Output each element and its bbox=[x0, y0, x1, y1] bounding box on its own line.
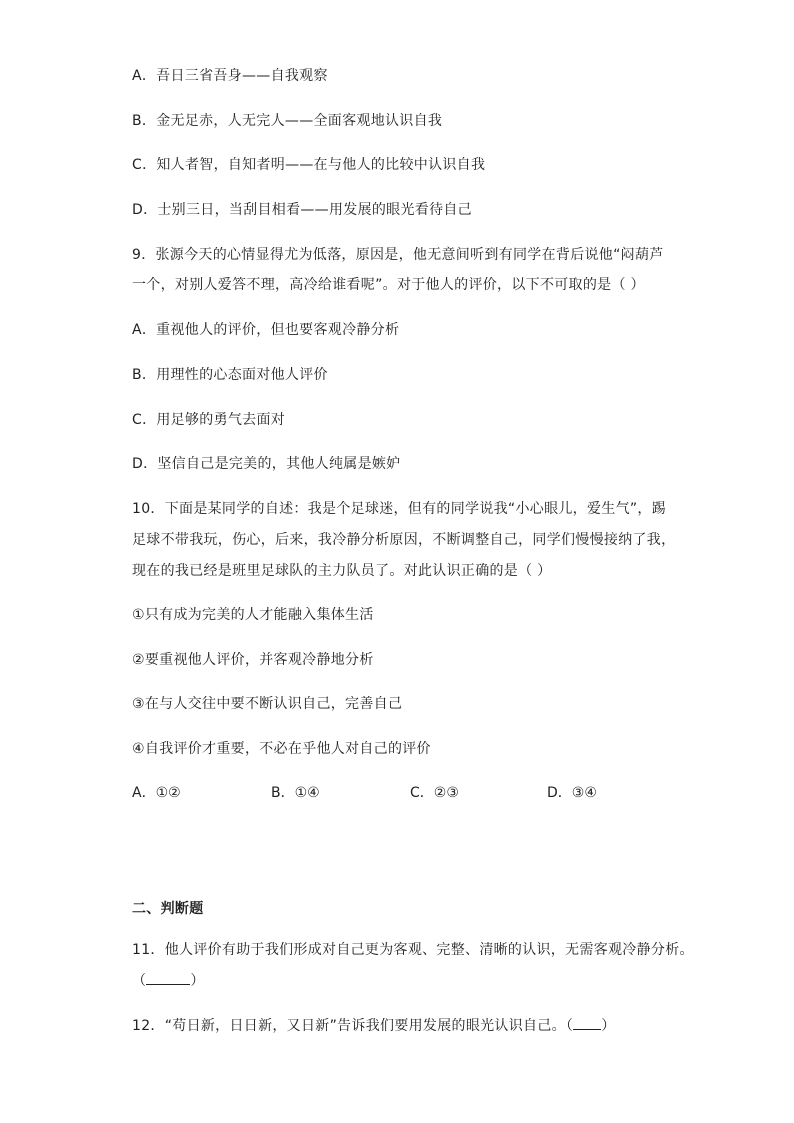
q8-option-a: A．吾日三省吾身——自我观察 bbox=[132, 68, 328, 84]
q12-paren-close: ） bbox=[601, 1018, 616, 1034]
q9-stem-line1: 9．张源今天的心情显得尤为低落，原因是，他无意间听到有同学在背后说他“闷葫芦 bbox=[132, 247, 664, 263]
q8-option-c: C．知人者智，自知者明——在与他人的比较中认识自我 bbox=[132, 157, 486, 173]
q10-stem-line1: 10．下面是某同学的自述：我是个足球迷，但有的同学说我“小心眼儿，爱生气”，踢 bbox=[132, 501, 667, 517]
q10-choice-d: D．③④ bbox=[547, 785, 597, 801]
q10-stem-line2: 足球不带我玩，伤心，后来，我冷静分析原因，不断调整自己，同学们慢慢接纳了我， bbox=[132, 532, 676, 548]
section-title-judgment: 二、判断题 bbox=[132, 901, 204, 917]
q11-answer-blank bbox=[132, 970, 205, 991]
q10-choice-a: A．①② bbox=[132, 785, 181, 801]
q9-option-d: D．坚信自己是完美的，其他人纯属是嫉妒 bbox=[132, 456, 401, 472]
q10-stem-line3: 现在的我已经是班里足球队的主力队员了。对此认识正确的是（ ） bbox=[132, 563, 552, 579]
q11-stem: 11．他人评价有助于我们形成对自己更为客观、完整、清晰的认识，无需客观冷静分析。 bbox=[132, 942, 694, 958]
q12-row bbox=[132, 1015, 616, 1036]
q11-paren-open: （ bbox=[132, 973, 147, 989]
q12-stem: 12．“苟日新，日日新，又日新”告诉我们要用发展的眼光认识自己。（ bbox=[132, 1018, 574, 1034]
q9-stem-line2: 一个，对别人爱答不理，高冷给谁看呢”。对于他人的评价，以下不可取的是（ ） bbox=[132, 277, 645, 293]
q9-option-a: A．重视他人的评价，但也要客观冷静分析 bbox=[132, 322, 400, 338]
q10-statement-4: ④自我评价才重要，不必在乎他人对自己的评价 bbox=[132, 741, 431, 757]
q10-choices bbox=[132, 783, 652, 803]
q10-statement-1: ①只有成为完美的人才能融入集体生活 bbox=[132, 607, 374, 623]
q11-paren-close: ） bbox=[190, 973, 205, 989]
q10-choice-c: C．②③ bbox=[410, 785, 459, 801]
q10-statement-2: ②要重视他人评价，并客观冷静地分析 bbox=[132, 652, 374, 668]
q9-option-c: C．用足够的勇气去面对 bbox=[132, 412, 286, 428]
q12-blank-line[interactable] bbox=[573, 1015, 601, 1030]
q8-option-b: B．金无足赤，人无完人——全面客观地认识自我 bbox=[132, 113, 443, 129]
q11-blank-line[interactable] bbox=[146, 970, 190, 985]
q10-statement-3: ③在与人交往中要不断认识自己，完善自己 bbox=[132, 696, 403, 712]
q10-choice-b: B．①④ bbox=[271, 785, 320, 801]
q9-option-b: B．用理性的心态面对他人评价 bbox=[132, 367, 328, 383]
q8-option-d: D．士别三日，当刮目相看——用发展的眼光看待自己 bbox=[132, 202, 472, 218]
